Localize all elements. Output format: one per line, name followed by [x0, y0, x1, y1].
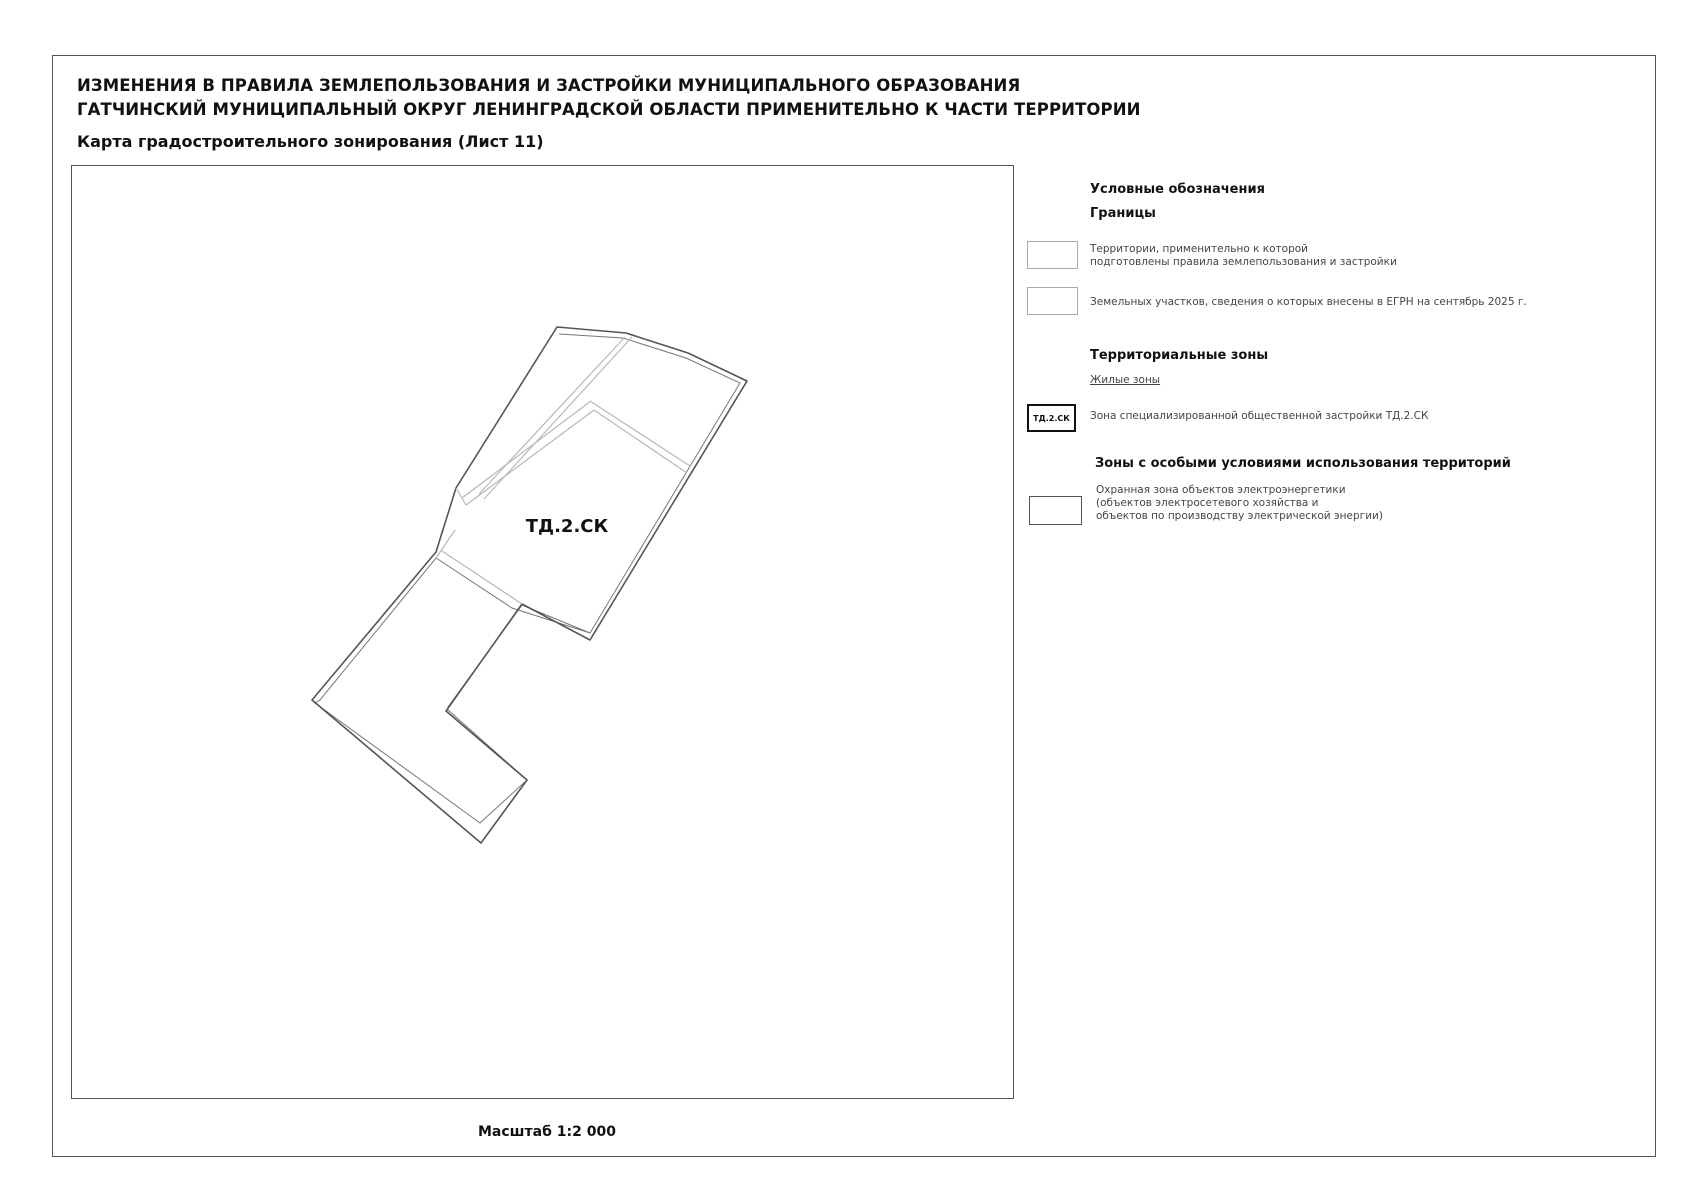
special-zones-heading: Зоны с особыми условиями использования территорий [1095, 456, 1511, 471]
parcel-line-west-2 [466, 410, 594, 505]
parcel-line-cross-1 [590, 401, 690, 466]
territory-boundary [312, 327, 747, 843]
protection-zone-swatch [1029, 496, 1082, 525]
zone-swatch: ТД.2.СК [1027, 404, 1076, 432]
map-scale: Масштаб 1:2 000 [478, 1124, 616, 1140]
protect-text-1: Охранная зона объектов электроэнергетики [1096, 484, 1346, 496]
parcels-text: Земельных участков, сведения о которых внесены в ЕГРН на сентябрь 2025 г. [1090, 296, 1527, 308]
zone-desc: Зона специализированной общественной застройки ТД.2.СК [1090, 410, 1429, 422]
legend-heading: Условные обозначения [1090, 182, 1265, 197]
territory-text-1: Территории, применительно к которой [1090, 243, 1308, 255]
title-line-1: ИЗМЕНЕНИЯ В ПРАВИЛА ЗЕМЛЕПОЛЬЗОВАНИЯ И ЗАСТРОЙКИ МУНИЦИПАЛЬНОГО ОБРАЗОВАНИЯ [77, 76, 1021, 95]
protect-text-3: объектов по производству электрической энергии) [1096, 510, 1383, 522]
territory-swatch [1027, 241, 1078, 269]
title-line-2: ГАТЧИНСКИЙ МУНИЦИПАЛЬНЫЙ ОКРУГ ЛЕНИНГРАДСКОЙ ОБЛАСТИ ПРИМЕНИТЕЛЬНО К ЧАСТИ ТЕРРИТОРИИ [77, 100, 1141, 119]
parcel-outline-inner [315, 334, 740, 823]
protect-text-2: (объектов электросетевого хозяйства и [1096, 497, 1319, 509]
parcel-line-cross-2 [594, 410, 687, 473]
zones-heading: Территориальные зоны [1090, 348, 1269, 363]
residential-zones-link[interactable]: Жилые зоны [1090, 374, 1161, 386]
parcels-swatch [1027, 287, 1078, 315]
zone-label: ТД.2.СК [525, 516, 609, 537]
parcel-line-west-1 [462, 401, 591, 498]
map-subtitle: Карта градостроительного зонирования (Лист 11) [77, 132, 544, 151]
legend-boundaries-heading: Границы [1090, 206, 1156, 221]
parcel-line-low-2 [442, 551, 522, 604]
territory-text-2: подготовлены правила землепользования и застройки [1090, 256, 1397, 268]
